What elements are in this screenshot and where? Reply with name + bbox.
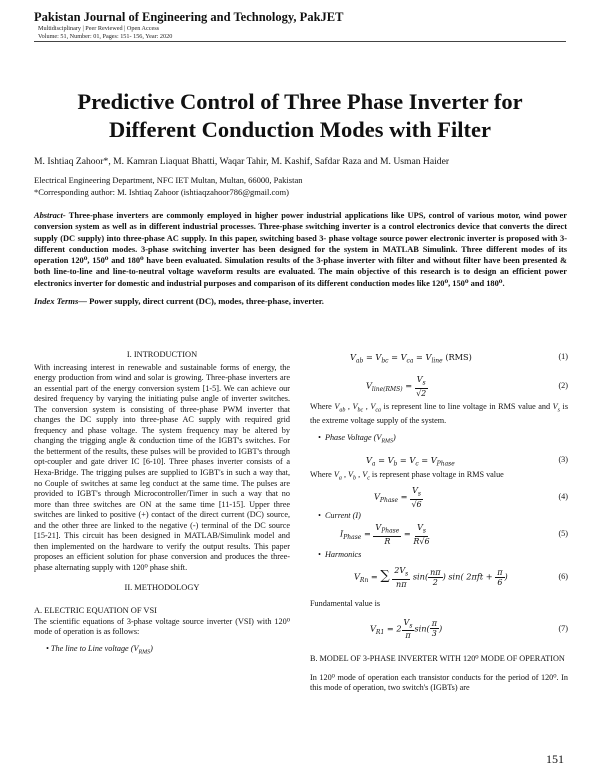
line-voltage-close: ) <box>150 643 153 653</box>
where-line-voltage: Where $V_{ab}$ , $V_{bc}$ , $V_{ca}$ is represent line to line voltage in RMS value and $V_s$ is the extreme voltage supply of the system. <box>310 401 568 425</box>
header-divider <box>34 41 566 42</box>
equation-4: $V_{Phase}$ = $\frac{V_s}{√6}$ (4) <box>374 486 568 509</box>
affiliation: Electrical Engineering Department, NFC IET Multan, Multan, 66000, Pakistan <box>34 175 303 185</box>
equation-4-number: (4) <box>558 492 568 502</box>
corresponding-author: *Corresponding author: M. Ishtiaq Zahoor (ishtiaqzahoor786@gmail.com) <box>34 186 289 197</box>
equation-2: $V_{line(RMS)}$ = $\frac{V_s}{√2}$ (2) <box>366 375 568 398</box>
section-b-heading: B. MODEL OF 3-PHASE INVERTER WITH 120⁰ MODE OF OPERATION <box>310 654 565 664</box>
equation-5: $I_{Phase}$ = $\frac{V_{Phase}}{R}$ = $\frac{V_s}{R√6}$ (5) <box>340 523 568 546</box>
journal-title: Pakistan Journal of Engineering and Technology, PakJET <box>34 10 344 24</box>
equation-1: $V_{ab} = V_{bc} = V_{ca} = V_{line}$ (RMS) (1) <box>350 352 568 365</box>
equation-7: $V_{R1} = 2$ $\frac{V_s}{\pi}$ sin( $\frac{\pi}{3}$ ) (7) <box>370 617 568 641</box>
author-list: M. Ishtiaq Zahoor*, M. Kamran Liaquat Bhatti, Waqar Tahir, M. Kashif, Safdar Raza and M. Usman Haider <box>34 156 450 167</box>
current-bullet: • Current (I) <box>318 510 361 520</box>
line-voltage-label: The line to Line voltage (V <box>50 643 139 653</box>
phase-voltage-bullet: • Phase Voltage $(V_{RMS})$ <box>318 432 396 445</box>
equation-6-number: (6) <box>558 572 568 582</box>
index-terms-text: Power supply, direct current (DC), modes, three-phase, inverter. <box>86 296 324 306</box>
equation-7-number: (7) <box>558 623 568 633</box>
paper-title: Predictive Control of Three Phase Inverter for Different Conduction Modes with Filter <box>77 89 523 142</box>
introduction-heading: I. INTRODUCTION <box>126 350 198 359</box>
section-b-text: In 120⁰ mode of operation each transistor conducts for the period of 120⁰. In this mode of operation, two switch's (IGBTs) are <box>310 672 568 693</box>
abstract-text: Three-phase inverters are commonly employed in higher power industrial applications like UPS, control of various motor, wind power conversion system as well as in different industrial processes. Three-phase switching inverter is a control electronics device that converts the direct supply (DC supply) into three-phase AC supply. In this paper, switching based 3- phase voltage source power electronic inverter is proposed with 3-different conduction modes. 3-phase switching inverter has been designed for the system in MATLAB Simulink. Three different modes of its operation 120⁰, 150⁰ and 180⁰ have been evaluated. Simulation results of the 3-phase inverter with filter and without filter have been presented & both line-to-line and line-to-neutral voltage waveform results are evaluated. The main objective of this research is to design an efficient power electronics inverter for domestic and industrial purposes and comparison of its different conduction modes like 120⁰, 150⁰ and 180⁰. <box>34 211 567 288</box>
line-voltage-subscript: RMS <box>138 649 151 656</box>
equation-3: $V_a = V_b = V_c = V_{Phase}$ (3) <box>366 454 568 468</box>
journal-access-line: Multidisciplinary | Peer Reviewed | Open Access <box>38 25 160 32</box>
abstract <box>34 210 567 289</box>
journal-volume-line: Volume: 51, Number: 01, Pages: 151- 156, Year: 2020 <box>38 32 173 40</box>
methodology-heading: II. METHODOLOGY <box>124 583 200 593</box>
equation-6: $V_{Rn}$ = ∑ $\frac{2V_s}{n\pi}$ sin( $\frac{n\pi}{2}$ ) sin( 2πft + $\frac{\pi}{6}$ ) (6) <box>354 566 568 589</box>
equation-5-number: (5) <box>558 529 568 539</box>
section-a-text: The scientific equations of 3-phase voltage source inverter (VSI) with 120⁰ mode of operation is as follows: <box>34 616 290 637</box>
line-voltage-bullet: • The line to Line voltage $(V_{RMS})$ <box>46 643 153 656</box>
equation-2-number: (2) <box>558 381 568 391</box>
where-phase-voltage: Where $V_a$ , $V_b$ , $V_c$ is represent phase voltage in RMS value <box>310 469 504 482</box>
affiliation-block <box>34 175 302 198</box>
harmonics-bullet: • Harmonics <box>318 549 362 559</box>
page-number: 151 <box>546 752 564 766</box>
abstract-lead: Abstract- <box>34 211 66 220</box>
right-column <box>310 346 568 694</box>
section-a-heading: A. ELECTRIC EQUATION OF VSI <box>34 606 157 616</box>
introduction-text: With increasing interest in renewable and sustainable forms of energy, the energy production from wind and solar is growing. Three-phase inverters are an essential part of the energy conversion system [1-5]. We can achieve our desired frequency by varying the initiating pulse angle of inverter switches. The conversion system is consisting of three-phase PWM inverter that changes the DC supply into three-phase AC supply with required grid frequency and phase voltage. The system frequency may be altered by changing the trigging angle & conduction time of the IGBT's switches. For the betterment of the results, these pulses will be provided to IGBT's through opt-coupler and gate driver IC [6-10]. Three phases inverter consists of a Hexa-Bridge. The trigging pulses are supplied to IGBT's in such a way that, no Couple of switches at same leg conduct at the same time. The pulses are provided to IGBT's through Microcontroller/Timer in such a way that no more than three switches are ON at the same time [11-15]. Upper three switches are linked to positive (+) contact of the direct current (DC) source, and the other three are linked to the negative (-) terminal of the DC source [15-21]. This circuit has been designed in MATLAB/Simulink model and then implemented on the hardware to verify the output results. This paper proposes an efficient solution for phase conversion and produces the three-phase alternating supply with 120⁰ phase shift. <box>34 362 290 572</box>
equation-3-number: (3) <box>558 454 568 464</box>
left-column <box>34 350 290 658</box>
journal-subtitle <box>38 25 172 40</box>
fundamental-text: Fundamental value is <box>310 598 381 608</box>
equation-1-number: (1) <box>558 352 568 361</box>
index-terms-lead: Index Terms— <box>34 296 87 306</box>
index-terms <box>34 296 567 306</box>
